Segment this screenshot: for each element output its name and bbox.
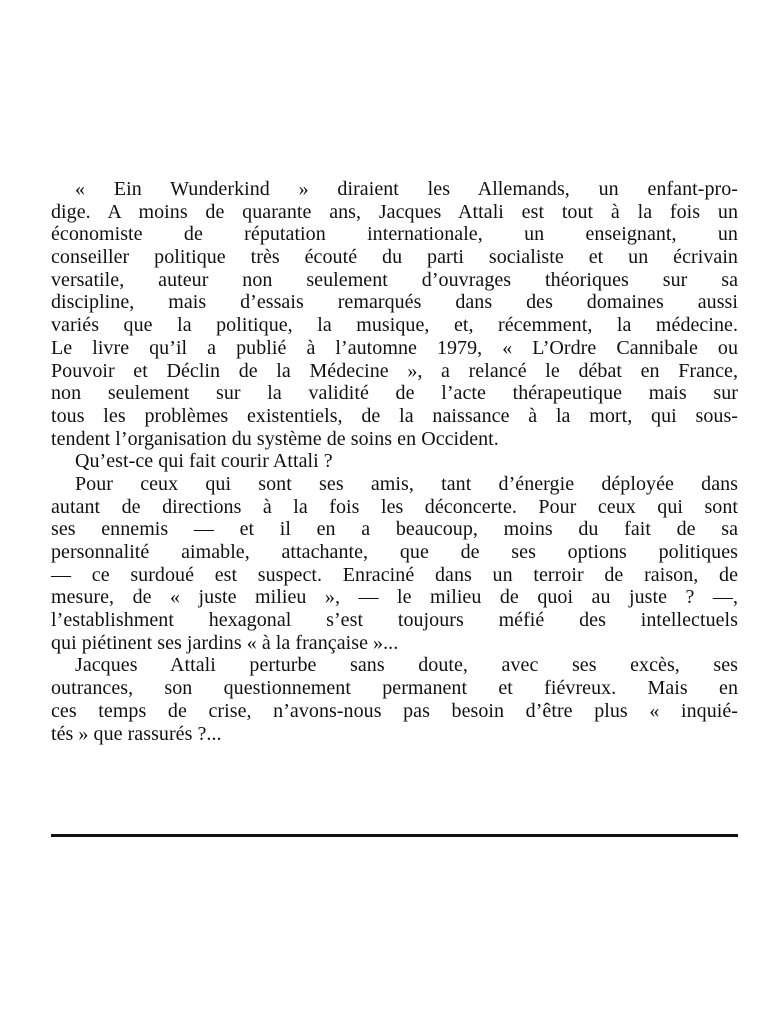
text-line: Jacques Attali perturbe sans doute, avec ses excès, ses [75,654,738,677]
text-line: conseiller politique très écouté du parti socialiste et un écrivain [51,246,738,269]
text-line: dige. A moins de quarante ans, Jacques Attali est tout à la fois un [51,200,738,223]
text-line: « Ein Wunderkind » diraient les Allemands, un enfant-pro- [75,178,738,200]
text-line: discipline, mais d’essais remarqués dans des domaines aussi [51,291,738,314]
text-line: qui piétinent ses jardins « à la française »... [51,631,399,654]
text-line: mesure, de « juste milieu », — le milieu de quoi au juste ? —, [51,586,738,609]
text-line: Pouvoir et Déclin de la Médecine », a relancé le débat en France, [51,359,738,382]
text-line: ses ennemis — et il en a beaucoup, moins du fait de sa [51,518,738,541]
text-line: personnalité aimable, attachante, que de ses options politiques [51,541,738,563]
body-text [51,178,738,745]
text-line: Qu’est-ce qui fait courir Attali ? [75,450,333,473]
text-line: non seulement sur la validité de l’acte thérapeutique mais sur [51,382,738,405]
text-line: outrances, son questionnement permanent et fiévreux. Mais en [51,677,738,700]
horizontal-rule [51,834,738,837]
text-line: versatile, auteur non seulement d’ouvrages théoriques sur sa [51,268,738,291]
text-line: — ce surdoué est suspect. Enraciné dans un terroir de raison, de [51,563,738,586]
text-line: ces temps de crise, n’avons-nous pas besoin d’être plus « inquié- [51,699,738,722]
text-line: l’establishment hexagonal s’est toujours méfié des intellectuels [51,609,738,632]
text-line: Le livre qu’il a publié à l’automne 1979, « L’Ordre Cannibale ou [51,336,738,359]
text-line: Pour ceux qui sont ses amis, tant d’énergie déployée dans [75,472,738,495]
text-line: tous les problèmes existentiels, de la naissance à la mort, qui sous- [51,404,738,427]
text-line: tendent l’organisation du système de soins en Occident. [51,427,499,450]
text-line: variés que la politique, la musique, et, récemment, la médecine. [51,314,738,337]
text-line: tés » que rassurés ?... [51,722,222,745]
text-line: autant de directions à la fois les déconcerte. Pour ceux qui sont [51,495,738,518]
text-line: économiste de réputation internationale, un enseignant, un [51,223,738,246]
